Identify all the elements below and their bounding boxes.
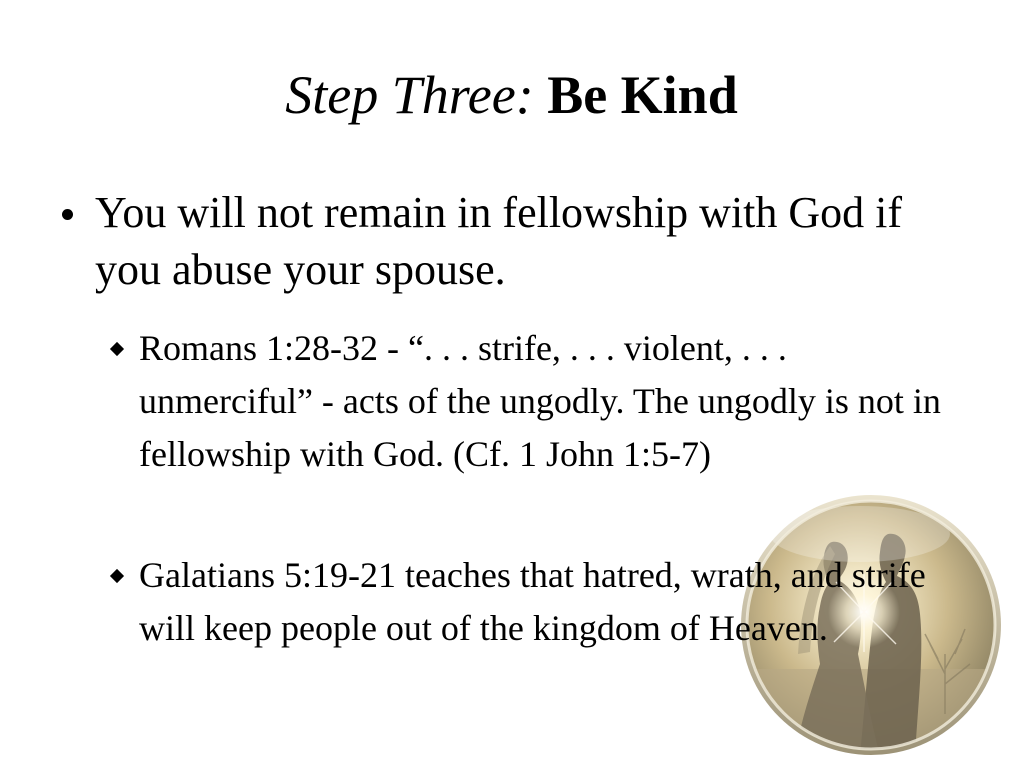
slide-title (0, 62, 1023, 128)
title-prefix: Step Three: (285, 65, 534, 125)
title-main: Be Kind (547, 65, 738, 125)
sub-bullet-text: Romans 1:28-32 - “. . . strife, . . . violent, . . . unmerciful” - acts of the ungodly. The ungodly is not in fellowship with God. (Cf. 1 John 1:5-7) (139, 328, 941, 474)
diamond-bullet-icon (110, 569, 124, 583)
bullet-dot-icon (62, 209, 73, 220)
sub-bullet-text: Galatians 5:19-21 teaches that hatred, wrath, and strife will keep people out of the kingdom of Heaven. (139, 555, 926, 648)
diamond-bullet-icon (110, 342, 124, 356)
main-bullet-text: You will not remain in fellowship with God if you abuse your spouse. (95, 188, 903, 294)
